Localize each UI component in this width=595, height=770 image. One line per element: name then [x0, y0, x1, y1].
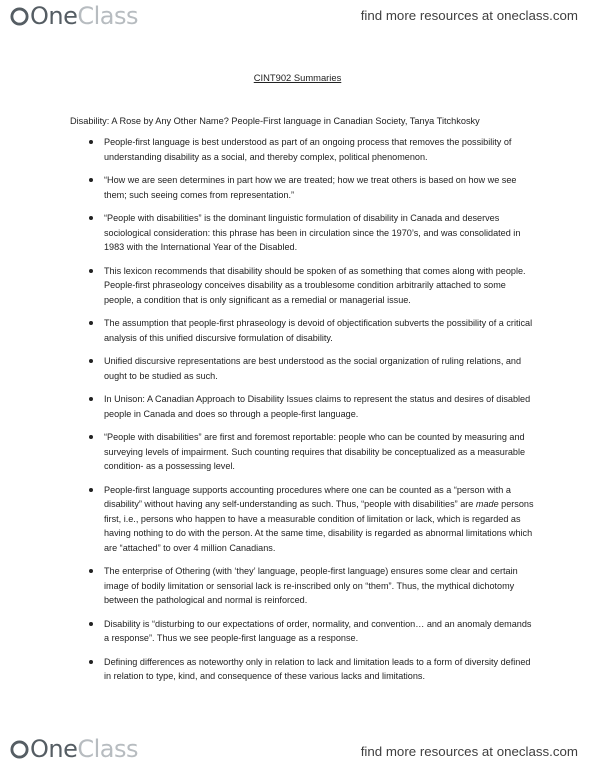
bullet-text: The enterprise of Othering (with ‘they’ language, people-first language) ensures some clear and certain image of bodily limitation or sensorial lack is re-inscribed only on “them”. Thus, the mythical dichotomy between the pathological and normal is reinforced.: [104, 566, 518, 605]
bullet-item: [86, 392, 536, 421]
bullet-item: [86, 655, 536, 684]
document-title: CINT902 Summaries: [253, 72, 342, 83]
find-more-resources-link[interactable]: find more resources at oneclass.com: [360, 8, 578, 23]
bullet-icon: [89, 269, 93, 273]
oneclass-logo-icon: [10, 7, 29, 26]
document-subtitle: Disability: A Rose by Any Other Name? People-First language in Canadian Society, Tanya Titchkosky: [70, 116, 480, 126]
bullet-text-part2: persons first, i.e., persons who happen to have a measurable condition of limitation or lack, which is regarded as having nothing to do with the person. At the same time, disability is regarded as abnormal limitations which are “attached” to over 4 million Canadians.: [104, 499, 534, 553]
bullet-icon: [89, 321, 93, 325]
logo-text-one: One: [30, 2, 78, 30]
bullet-text: “People with disabilities” are first and foremost reportable: people who can be counted by measuring and surveying levels of impairment. Such counting requires that disability be conceptualized as a measurable condition- as a possessing level.: [104, 432, 526, 471]
logo-text-class: Class: [77, 735, 139, 763]
bullet-item: [86, 173, 536, 202]
bullet-text: In Unison: A Canadian Approach to Disability Issues claims to represent the status and desires of disabled people in Canada and does so through a people-first language.: [104, 394, 531, 419]
bullet-icon: [89, 178, 93, 182]
bullet-icon: [89, 397, 93, 401]
bullet-item: [86, 316, 536, 345]
bullet-icon: [89, 622, 93, 626]
bullet-item: [86, 264, 536, 308]
bullet-icon: [89, 488, 93, 492]
bullet-icon: [89, 216, 93, 220]
bullet-text: Disability is “disturbing to our expectations of order, normality, and convention… and an anomaly demands a response”. Thus we see people-first language as a response.: [104, 618, 532, 643]
summary-bullet-list: [86, 135, 536, 693]
bullet-item: [86, 211, 536, 255]
bullet-icon: [89, 359, 93, 363]
bullet-icon: [89, 569, 93, 573]
bullet-item: [86, 135, 536, 164]
bullet-text: This lexicon recommends that disability should be spoken of as something that comes along with people. People-first phraseology conceives disability as a troublesome condition arbitrarily attached to some people, a condition that is only significant as a remedial or managerial issue.: [104, 265, 526, 305]
logo-text-one: One: [30, 735, 78, 763]
bullet-item: [86, 483, 536, 556]
bullet-item: [86, 430, 536, 474]
oneclass-logo-icon: [10, 740, 29, 759]
logo-text-class: Class: [77, 2, 139, 30]
bullet-icon: [89, 140, 93, 144]
bullet-text-emphasis: made: [475, 499, 499, 509]
bullet-text: Unified discursive representations are best understood as the social organization of ruling relations, and ought to be studied as such.: [104, 356, 522, 381]
bullet-item: [86, 617, 536, 646]
bullet-text: “People with disabilities” is the dominant linguistic formulation of disability in Canada and deserves sociological consideration: this phrase has been in circulation since the 1970’s, and was consolidated in 1983 with the International Year of the Disabled.: [104, 213, 521, 252]
bullet-icon: [89, 660, 93, 664]
bullet-icon: [89, 435, 93, 439]
oneclass-logo-footer[interactable]: [10, 735, 138, 763]
find-more-resources-link-footer[interactable]: find more resources at oneclass.com: [360, 744, 578, 759]
bullet-text: Defining differences as noteworthy only in relation to lack and limitation leads to a form of diversity defined in relation to type, kind, and consequence of these various lacks and limitations.: [104, 656, 531, 681]
bullet-text: People-first language is best understood as part of an ongoing process that removes the possibility of understanding disability as a social, and thereby complex, political phenomenon.: [104, 137, 512, 162]
bullet-text: The assumption that people-first phraseology is devoid of objectification subverts the possibility of a critical analysis of this unified discursive formulation of disability.: [104, 318, 533, 343]
bullet-item: [86, 354, 536, 383]
bullet-item: [86, 564, 536, 608]
bullet-text: “How we are seen determines in part how we are treated; how we treat others is based on how we see them; such seeing comes from representation.”: [104, 175, 517, 200]
bullet-text-part1: People-first language supports accounting procedures where one can be counted as a “person with a disability” without having any self-understanding as such. Thus, “people with disabilities” are: [104, 484, 511, 509]
oneclass-logo[interactable]: [10, 2, 138, 30]
